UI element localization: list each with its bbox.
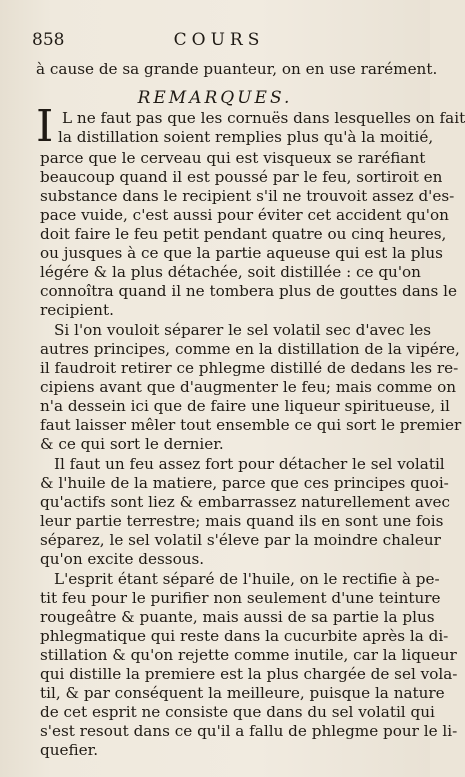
running-title: COURS <box>173 30 265 50</box>
text-line: til, & par conséquent la meilleure, puisque la nature <box>40 684 445 702</box>
text-line: Si l'on vouloit séparer le sel volatil sec d'avec les <box>54 321 432 339</box>
text-line: Il faut un feu assez fort pour détacher le sel volatil <box>54 455 445 473</box>
text-line: parce que le cerveau qui est visqueux se raréfiant <box>40 149 426 167</box>
text-line: autres principes, comme en la distillation de la vipére, <box>40 340 460 358</box>
text-line: doit faire le feu petit pendant quatre ou cinq heures, <box>40 225 447 243</box>
text-line: substance dans le recipient s'il ne trouvoit assez d'es- <box>40 187 455 205</box>
text-line: phlegmatique qui reste dans la cucurbite après la di- <box>40 627 449 645</box>
page-number: 858 <box>32 30 65 50</box>
text-line: recipient. <box>40 301 114 319</box>
text-line: & l'huile de la matiere, parce que ces principes quoi- <box>40 474 449 492</box>
text-line: rougeâtre & puante, mais aussi de sa partie la plus <box>40 608 435 626</box>
text-line: qu'on excite dessous. <box>40 550 205 568</box>
text-line: quefier. <box>40 741 99 759</box>
text-line: tit feu pour le purifier non seulement d'une teinture <box>40 589 441 607</box>
page-header <box>32 30 406 52</box>
text-line: s'est resout dans ce qu'il a fallu de phlegme pour le li- <box>40 722 458 740</box>
section-title: REMARQUES. <box>137 88 293 108</box>
text-line: connoîtra quand il ne tombera plus de gouttes dans le <box>40 282 457 300</box>
text-line: il faudroit retirer ce phlegme distillé de dedans les re- <box>40 359 459 377</box>
top-line: à cause de sa grande puanteur, on en use rarément. <box>36 60 438 78</box>
text-line: séparez, le sel volatil s'éleve par la moindre chaleur <box>40 531 441 549</box>
text-line: L ne faut pas que les cornuës dans lesquelles on fait <box>62 109 465 127</box>
text-line: qui distille la premiere est la plus chargée de sel vola- <box>40 665 458 683</box>
text-line: ou jusques à ce que la partie aqueuse qui est la plus <box>40 244 443 262</box>
text-line: la distillation soient remplies plus qu'à la moitié, <box>58 128 434 146</box>
text-line: qu'actifs sont liez & embarrassez naturellement avec <box>40 493 451 511</box>
text-line: pace vuide, c'est aussi pour éviter cet accident qu'on <box>40 206 449 224</box>
text-line: faut laisser mêler tout ensemble ce qui sort le premier <box>40 416 462 434</box>
text-line: & ce qui sort le dernier. <box>40 435 224 453</box>
text-line: cipiens avant que d'augmenter le feu; mais comme on <box>40 378 456 396</box>
text-line: de cet esprit ne consiste que dans du sel volatil qui <box>40 703 435 721</box>
text-line: n'a dessein ici que de faire une liqueur spiritueuse, il <box>40 397 450 415</box>
drop-cap: I <box>36 101 54 152</box>
text-line: leur partie terrestre; mais quand ils en sont une fois <box>40 512 444 530</box>
text-line: beaucoup quand il est poussé par le feu, sortiroit en <box>40 168 443 186</box>
text-line: légére & la plus détachée, soit distillée : ce qu'on <box>40 263 421 281</box>
text-line: stillation & qu'on rejette comme inutile, car la liqueur <box>40 646 457 664</box>
text-line: L'esprit étant séparé de l'huile, on le rectifie à pe- <box>54 570 440 588</box>
